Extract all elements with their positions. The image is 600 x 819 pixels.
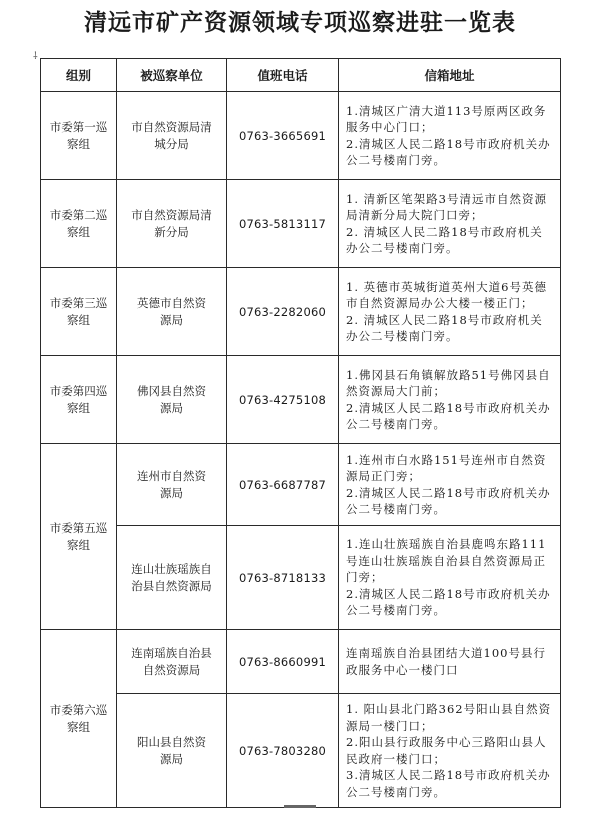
unit-cell: 佛冈县自然资源局 (117, 356, 227, 444)
page-bottom-mark (284, 805, 316, 808)
address-line: 1. 阳山县北门路362号阳山县自然资源局一楼门口； (346, 702, 552, 733)
unit-cell: 连州市自然资源局 (117, 444, 227, 526)
group-cell: 市委第一巡察组 (41, 92, 117, 180)
table-row (41, 526, 561, 630)
patrol-table (40, 58, 561, 808)
table-row (41, 630, 561, 694)
address-cell (339, 268, 561, 356)
address-cell (339, 694, 561, 808)
group-cell: 市委第六巡察组 (41, 630, 117, 808)
header-phone: 值班电话 (227, 59, 339, 92)
address-line: 1. 英德市英城街道英州大道6号英德市自然资源局办公大楼一楼正门； (346, 279, 547, 310)
header-group: 组别 (41, 59, 117, 92)
address-line: 连南瑶族自治县团结大道100号县行政服务中心一楼门口 (346, 646, 546, 677)
address-cell (339, 526, 561, 630)
page-title: 清远市矿产资源领域专项巡察进驻一览表 (84, 9, 516, 36)
table-row (41, 180, 561, 268)
address-line: 3.清城区人民二路18号市政府机关办公二号楼南门旁。 (346, 768, 551, 799)
table-row (41, 694, 561, 808)
address-cell (339, 180, 561, 268)
address-line: 1.佛冈县石角镇解放路51号佛冈县自然资源局大门前； (346, 367, 551, 398)
table-row (41, 92, 561, 180)
address-cell (339, 356, 561, 444)
group-cell: 市委第二巡察组 (41, 180, 117, 268)
address-line: 2. 清城区人民二路18号市政府机关办公二号楼南门旁。 (346, 312, 543, 343)
table-row (41, 444, 561, 526)
address-line: 2.清城区人民二路18号市政府机关办公二号楼南门旁。 (346, 586, 551, 618)
address-line: 2. 清城区人民二路18号市政府机关办公二号楼南门旁。 (346, 224, 543, 255)
table-header-row (41, 59, 561, 92)
address-line: 1.连州市白水路151号连州市自然资源局正门旁； (346, 452, 547, 483)
address-line: 1.连山壮族瑶族自治县鹿鸣东路111号连山壮族瑶族自治县自然资源局正门旁； (346, 537, 547, 585)
address-cell (339, 630, 561, 694)
phone-cell: 0763-5813117 (227, 180, 339, 268)
unit-cell: 市自然资源局清新分局 (117, 180, 227, 268)
unit-cell: 英德市自然资源局 (117, 268, 227, 356)
table-row (41, 356, 561, 444)
address-line: 2.阳山县行政服务中心三路阳山县人民政府一楼门口； (346, 735, 547, 766)
group-cell: 市委第五巡察组 (41, 444, 117, 630)
header-address: 信箱地址 (339, 59, 561, 92)
phone-cell: 0763-7803280 (227, 694, 339, 808)
phone-cell: 0763-4275108 (227, 356, 339, 444)
address-line: 1. 清新区笔架路3号清远市自然资源局清新分局大院门口旁； (346, 191, 547, 222)
table-row (41, 268, 561, 356)
unit-cell: 连山壮族瑶族自治县自然资源局 (117, 526, 227, 630)
address-line: 1.清城区广清大道113号原两区政务服务中心门口； (346, 103, 547, 134)
phone-cell: 0763-3665691 (227, 92, 339, 180)
unit-cell: 连南瑶族自治县自然资源局 (117, 630, 227, 694)
cursor-mark: ⸸ (33, 51, 38, 62)
unit-cell: 市自然资源局清城分局 (117, 92, 227, 180)
phone-cell: 0763-6687787 (227, 444, 339, 526)
unit-cell: 阳山县自然资源局 (117, 694, 227, 808)
phone-cell: 0763-8718133 (227, 526, 339, 630)
phone-cell: 0763-8660991 (227, 630, 339, 694)
group-cell: 市委第四巡察组 (41, 356, 117, 444)
address-line: 2.清城区人民二路18号市政府机关办公二号楼南门旁。 (346, 485, 551, 516)
address-line: 2.清城区人民二路18号市政府机关办公二号楼南门旁。 (346, 400, 551, 431)
phone-cell: 0763-2282060 (227, 268, 339, 356)
address-cell (339, 92, 561, 180)
header-unit: 被巡察单位 (117, 59, 227, 92)
address-line: 2.清城区人民二路18号市政府机关办公二号楼南门旁。 (346, 136, 551, 167)
group-cell: 市委第三巡察组 (41, 268, 117, 356)
address-cell (339, 444, 561, 526)
